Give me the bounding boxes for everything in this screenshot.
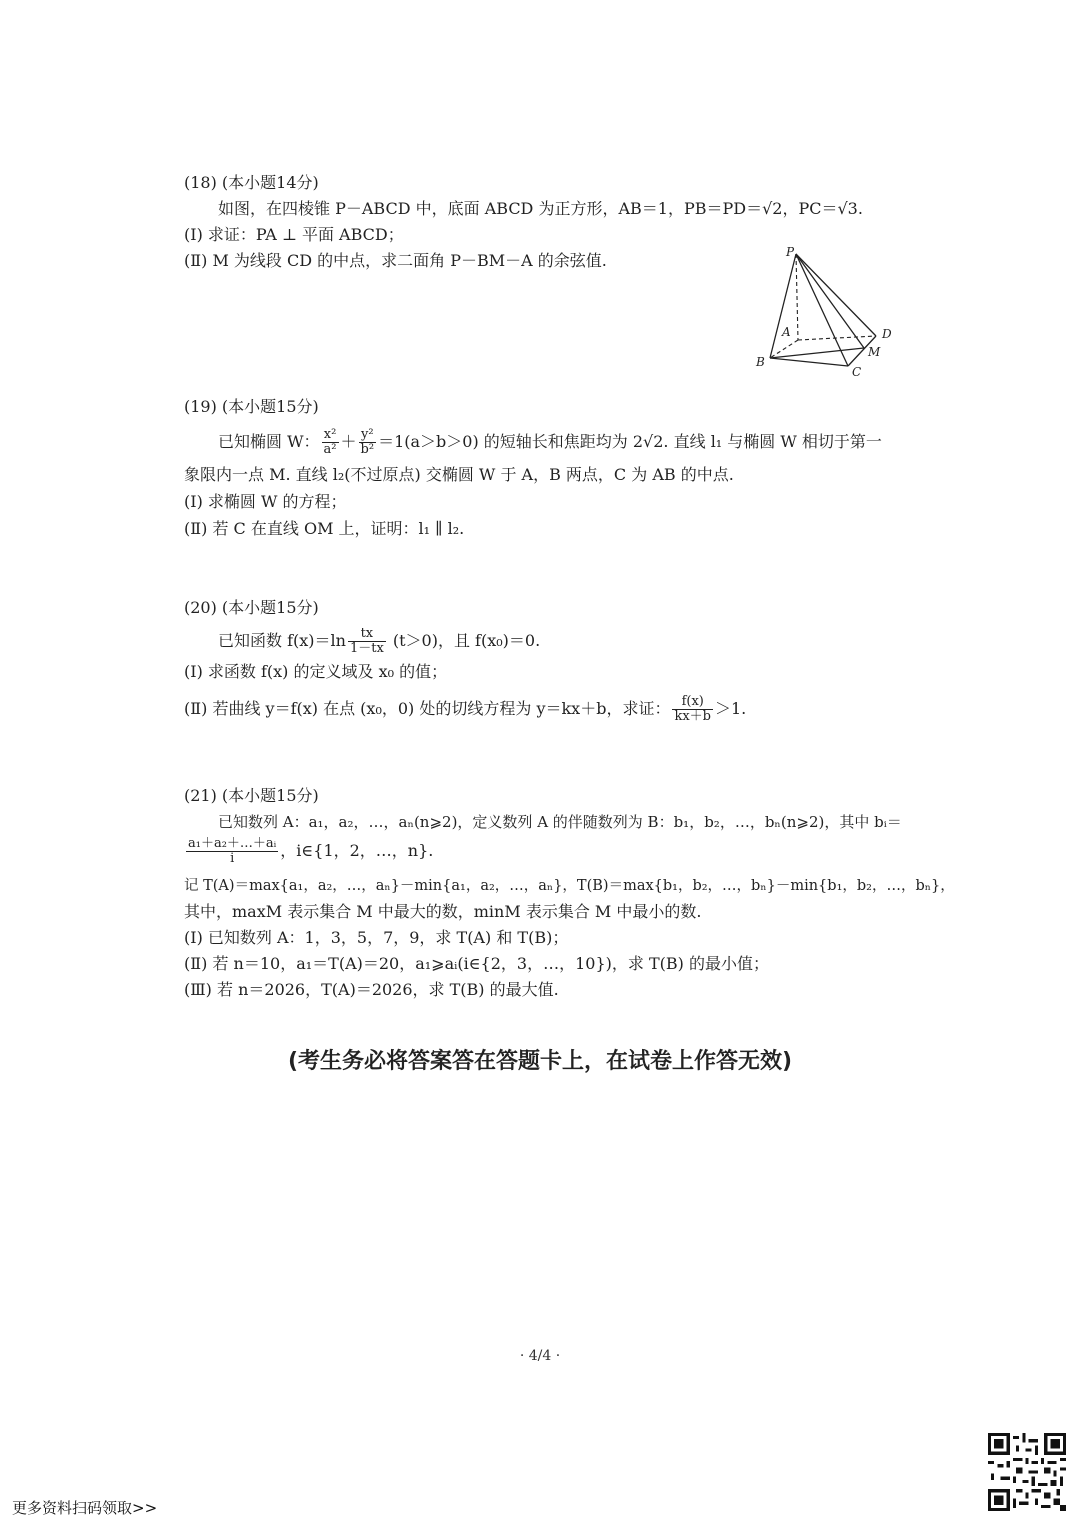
q19-stem (218, 428, 882, 457)
q21-stem4: 其中，maxM 表示集合 M 中最大的数，minM 表示集合 M 中最小的数. (184, 902, 702, 921)
q18-stem: 如图，在四棱锥 P－ABCD 中，底面 ABCD 为正方形，AB＝1，PB＝PD＝√2，PC＝√3. (218, 199, 863, 218)
q19-fraction-y (359, 428, 377, 457)
q19-head: (19) (本小题15分) (184, 397, 319, 416)
q20-head: (20) (本小题15分) (184, 598, 319, 617)
q20-part2 (184, 695, 746, 724)
q21-stem2 (184, 837, 433, 866)
label-C: C (852, 365, 862, 379)
pyramid-figure (748, 240, 908, 380)
q19-part1: (Ⅰ) 求椭圆 W 的方程； (184, 492, 347, 511)
q18-part1: (Ⅰ) 求证：PA ⊥ 平面 ABCD； (184, 225, 404, 244)
q19-part2: (Ⅱ) 若 C 在直线 OM 上，证明：l₁ ∥ l₂. (184, 519, 465, 538)
q20-fraction (348, 627, 386, 656)
frac-denominator: a² (323, 442, 337, 457)
label-P: P (786, 245, 795, 259)
frac-numerator: y² (359, 428, 377, 443)
frac-numerator: f(x) (672, 695, 713, 710)
q20-part1: (Ⅰ) 求函数 f(x) 的定义域及 x₀ 的值； (184, 662, 448, 681)
label-B: B (756, 355, 765, 369)
q20-stem (218, 627, 540, 656)
q19-stem-b: ＝1(a＞b＞0) 的短轴长和焦距均为 2√2. 直线 l₁ 与椭圆 W 相切于第一 (378, 432, 882, 451)
frac-numerator: tx (348, 627, 386, 642)
frac-denominator: i (230, 851, 235, 866)
q19-stem2: 象限内一点 M. 直线 l₂(不过原点) 交椭圆 W 于 A，B 两点，C 为 AB 的中点. (184, 465, 734, 484)
frac-denominator: b² (360, 442, 375, 457)
q19-fraction-x (322, 428, 339, 457)
footer-link[interactable]: 更多资料扫码领取>> (12, 1499, 158, 1517)
label-A: A (782, 325, 791, 339)
label-M: M (868, 345, 881, 359)
q21-stem3: 记 T(A)＝max{a₁，a₂，…，aₙ}－min{a₁，a₂，…，aₙ}，T(B)＝max{b₁，b₂，…，bₙ}－min{b₁，b₂，…，bₙ}， (184, 878, 955, 894)
q19-stem-a: 已知椭圆 W： (218, 432, 320, 451)
q19-plus: ＋ (340, 432, 357, 451)
q18-part2: (Ⅱ) M 为线段 CD 的中点，求二面角 P－BM－A 的余弦值. (184, 251, 607, 270)
label-D: D (882, 327, 892, 341)
frac-denominator: kx＋b (674, 709, 711, 724)
frac-numerator: x² (322, 428, 339, 443)
answer-notice: (考生务必将答案答在答题卡上，在试卷上作答无效) (287, 1049, 793, 1074)
qr-code-icon[interactable] (988, 1433, 1066, 1511)
q21-head: (21) (本小题15分) (184, 786, 319, 805)
q18-head: (18) (本小题14分) (184, 173, 319, 192)
frac-numerator: a₁＋a₂＋…＋aᵢ (188, 836, 277, 851)
q20-stem-b: (t＞0)，且 f(x₀)＝0. (387, 631, 541, 650)
q21-stem1: 已知数列 A：a₁，a₂，…，aₙ(n⩾2)，定义数列 A 的伴随数列为 B：b₁，b₂，…，bₙ(n⩾2)，其中 bᵢ＝ (218, 813, 902, 831)
q20-part2-b: ＞1. (714, 699, 747, 718)
q20-fraction-2 (672, 695, 713, 724)
frac-denominator: 1－tx (349, 641, 384, 656)
q21-part2: (Ⅱ) 若 n＝10，a₁＝T(A)＝20，a₁⩾aᵢ(i∈{2，3，…，10})，求 T(B) 的最小值； (184, 954, 769, 973)
q21-stem2-b: ，i∈{1，2，…，n}. (280, 841, 434, 860)
q21-part1: (Ⅰ) 已知数列 A：1，3，5，7，9，求 T(A) 和 T(B)； (184, 928, 569, 947)
page-number: · 4/4 · (519, 1348, 561, 1364)
q20-part2-a: (Ⅱ) 若曲线 y＝f(x) 在点 (x₀，0) 处的切线方程为 y＝kx＋b，求证： (184, 699, 671, 718)
q21-fraction (186, 837, 278, 866)
q20-stem-a: 已知函数 f(x)＝ln (218, 631, 346, 650)
q21-part3: (Ⅲ) 若 n＝2026，T(A)＝2026，求 T(B) 的最大值. (184, 980, 559, 999)
